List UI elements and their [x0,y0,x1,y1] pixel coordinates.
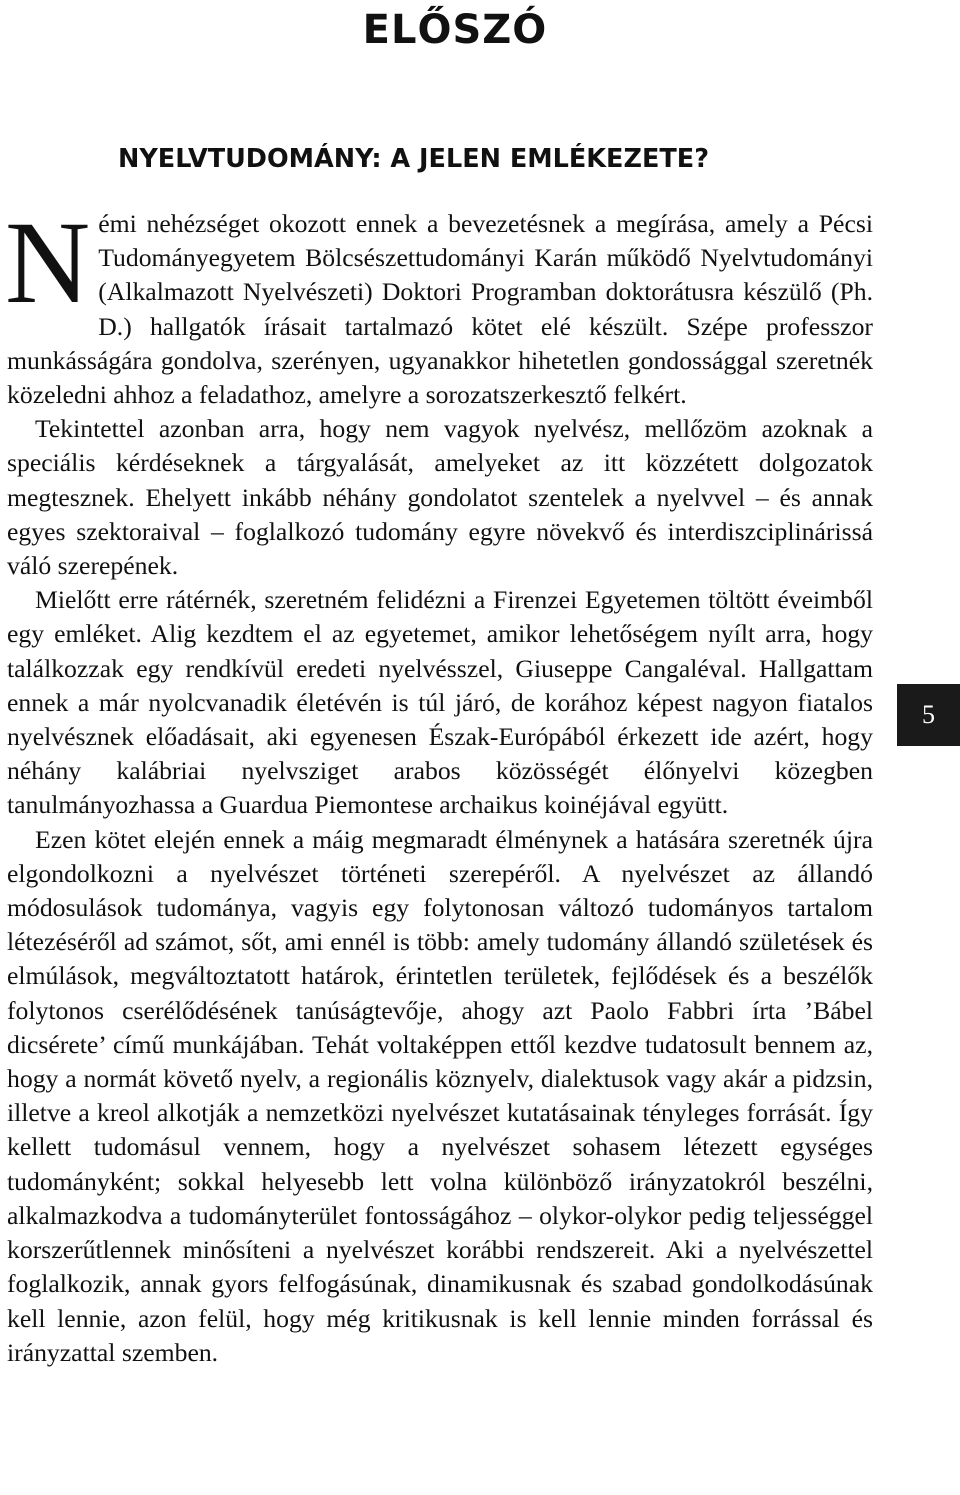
page-number-tab: 5 [897,684,960,746]
paragraph-4: Ezen kötet elején ennek a máig megmaradt élménynek a hatására szeretnék újra elgondolkozni a nyelvészet történeti szerepéről. A nyelvészet az állandó módosulások tudománya, vagyis egy folytonosan változó tudományos tartalom létezéséről ad számot, sőt, ami ennél is több: amely tudomány állandó születések és elmúlások, megváltoztatott határok, érintetlen területek, fejlődések és a beszélők folytonos cserélődésének tanúságtevője, ahogy azt Paolo Fabbri írta ’Bábel dicsérete’ című munkájában. Tehát voltaképpen ettől kezdve tudatosult bennem az, hogy a normát követő nyelv, a regionális köznyelv, dialektusok vagy akár a pidzsin, illetve a kreol alkotják a nemzetközi nyelvészet kutatásainak tényleges forrását. Így kellett tudomásul vennem, hogy a nyelvészet sohasem létezett egységes tudományként; sokkal helyesebb lett volna különböző irányzatokról beszélni, alkalmazkodva a tudományterület fontosságához – olykor-olykor pedig teljességgel korszerűtlennek minősíteni a nyelvészet korábbi rendszereit. Aki a nyelvészettel foglalkozik, annak gyors felfogásúnak, dinamikusnak és szabad gondolkodásúnak kell lennie, azon felül, hogy még kritikusnak is kell lennie minden forrással és irányzattal szemben. [7,824,873,1367]
paragraph-1-text: émi nehézséget okozott ennek a bevezetésnek a megírása, amely a Pécsi Tudományegyetem Bölcsészettudományi Karán működő Nyelvtudományi (Alkalmazott Nyelvészeti) Doktori Programban doktorátusra készülő (Ph. D.) hallgatók írásait tartalmazó kötet elé készült. Szépe professzor munkásságára gondolva, szerényen, ugyanakkor hihetetlen gondossággal szeretnék közeledni ahhoz a feladathoz, amelyre a sorozatszerkesztő felkért. [7,209,873,410]
drop-cap: N [5,197,91,328]
paragraph-2: Tekintettel azonban arra, hogy nem vagyok nyelvész, mellőzöm azoknak a speciális kérdéseknek a tárgyalását, amelyeket az itt közzétett dolgozatok megtesznek. Ehelyett inkább néhány gondolatot szentelek a nyelvvel – és annak egyes szektoraival – foglalkozó tudomány egyre növekvő és interdiszciplinárissá váló szerepének. [7,414,873,581]
paragraph-3: Mielőtt erre rátérnék, szeretném felidézni a Firenzei Egyetemen töltött éveimből egy emléket. Alig kezdtem el az egyetemet, amikor lehetőségem nyílt arra, hogy találkozzak egy rendkívül eredeti nyelvésszel, Giuseppe Cangaléval. Hallgattam ennek a már nyolcvanadik életévén is túl járó, de korához képest nagyon fiatalos nyelvésznek előadásait, aki egyenesen Észak-Európából érkezett ide azért, hogy néhány kalábriai nyelvsziget arabos közösségét élőnyelvi közegben tanulmányozhassa a Guardua Piemontese archaikus koinéjával együtt. [7,585,873,820]
paragraph-1 [5,197,873,412]
body-text [5,197,873,1370]
section-heading: NYELVTUDOMÁNY: A JELEN EMLÉKEZETE? [118,144,709,174]
page-title: ELŐSZÓ [362,7,548,53]
